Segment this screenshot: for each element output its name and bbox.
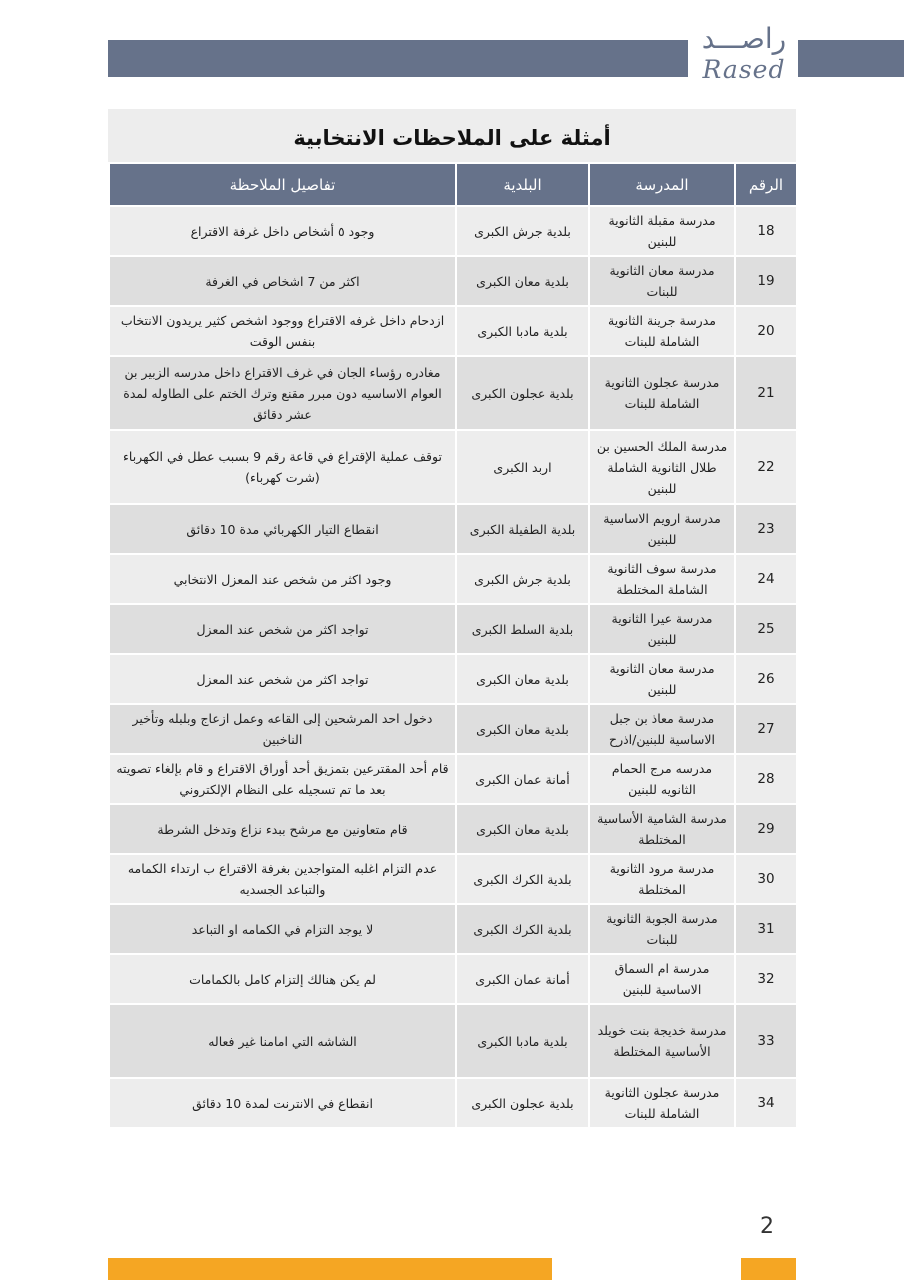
cell-municipality: بلدية الطفيلة الكبرى — [456, 504, 589, 554]
cell-details: لم يكن هنالك إلتزام كامل بالكمامات — [109, 954, 456, 1004]
cell-number: 27 — [735, 704, 797, 754]
cell-number: 21 — [735, 356, 797, 430]
cell-details: تواجد اكثر من شخص عند المعزل — [109, 654, 456, 704]
table-row — [109, 704, 797, 754]
cell-details: توقف عملية الإقتراع في قاعة رقم 9 بسبب عطل في الكهرباء (شرت كهرباء) — [109, 430, 456, 504]
table-row — [109, 356, 797, 430]
cell-municipality: بلدية جرش الكبرى — [456, 554, 589, 604]
cell-municipality: بلدية جرش الكبرى — [456, 206, 589, 256]
table-row — [109, 1078, 797, 1128]
cell-number: 29 — [735, 804, 797, 854]
logo-arabic-text: راصـــد — [701, 22, 787, 55]
cell-school: مدرسة عجلون الثانوية الشاملة للبنات — [589, 356, 735, 430]
cell-number: 33 — [735, 1004, 797, 1078]
table-row — [109, 256, 797, 306]
cell-school: مدرسة مقبلة الثانوية للبنين — [589, 206, 735, 256]
table-row — [109, 854, 797, 904]
rased-logo — [692, 22, 796, 92]
table-row — [109, 754, 797, 804]
table-row — [109, 554, 797, 604]
cell-details: قام متعاونين مع مرشح ببدء نزاع وتدخل الشرطة — [109, 804, 456, 854]
cell-municipality: بلدية مادبا الكبرى — [456, 306, 589, 356]
header-municipality: البلدية — [456, 163, 589, 206]
cell-school: مدرسة ارويم الاساسية للبنين — [589, 504, 735, 554]
cell-number: 32 — [735, 954, 797, 1004]
footer-bar-left — [108, 1258, 552, 1280]
page-number: 2 — [760, 1214, 774, 1239]
cell-number: 23 — [735, 504, 797, 554]
cell-municipality: بلدية عجلون الكبرى — [456, 356, 589, 430]
header-school: المدرسة — [589, 163, 735, 206]
cell-school: مدرسة ام السماق الاساسية للبنين — [589, 954, 735, 1004]
cell-school: مدرسة معان الثانوية للبنات — [589, 256, 735, 306]
table-row — [109, 904, 797, 954]
footer-bar-right — [741, 1258, 796, 1280]
cell-details: دخول احد المرشحين إلى القاعه وعمل ازعاج وبلبله وتأخير الناخبين — [109, 704, 456, 754]
cell-number: 26 — [735, 654, 797, 704]
cell-details: عدم التزام اغلبه المتواجدين بغرفة الاقتراع ب ارتداء الكمامه والتباعد الجسديه — [109, 854, 456, 904]
cell-number: 28 — [735, 754, 797, 804]
table-row — [109, 206, 797, 256]
cell-school: مدرسة الملك الحسين بن طلال الثانوية الشاملة للبنين — [589, 430, 735, 504]
cell-municipality: بلدية معان الكبرى — [456, 256, 589, 306]
table-row — [109, 954, 797, 1004]
table-row — [109, 1004, 797, 1078]
cell-school: مدرسة خديجة بنت خويلد الأساسية المختلطة — [589, 1004, 735, 1078]
cell-details: الشاشه التي امامنا غير فعاله — [109, 1004, 456, 1078]
cell-school: مدرسة سوف الثانوية الشاملة المختلطة — [589, 554, 735, 604]
cell-municipality: بلدية مادبا الكبرى — [456, 1004, 589, 1078]
cell-details: ازدحام داخل غرفه الاقتراع ووجود اشخص كثير يريدون الانتخاب بنفس الوقت — [109, 306, 456, 356]
cell-details: قام أحد المقترعين بتمزيق أحد أوراق الاقتراع و قام بإلغاء تصويته بعد ما تم تسجيله على النظام الإلكتروني — [109, 754, 456, 804]
observations-table — [108, 162, 798, 1129]
table-row — [109, 306, 797, 356]
cell-school: مدرسة جرينة الثانوية الشاملة للبنات — [589, 306, 735, 356]
header-bar-left — [108, 40, 688, 77]
cell-number: 22 — [735, 430, 797, 504]
cell-number: 18 — [735, 206, 797, 256]
cell-number: 31 — [735, 904, 797, 954]
header-number: الرقم — [735, 163, 797, 206]
cell-municipality: بلدية معان الكبرى — [456, 804, 589, 854]
table-header-row — [109, 163, 797, 206]
cell-school: مدرسة معاذ بن جبل الاساسية للبنين/اذرح — [589, 704, 735, 754]
cell-municipality: بلدية معان الكبرى — [456, 654, 589, 704]
cell-number: 20 — [735, 306, 797, 356]
cell-school: مدرسة الشامية الأساسية المختلطة — [589, 804, 735, 854]
cell-number: 25 — [735, 604, 797, 654]
cell-municipality: بلدية عجلون الكبرى — [456, 1078, 589, 1128]
cell-details: اكثر من 7 اشخاص في الغرفة — [109, 256, 456, 306]
table-row — [109, 654, 797, 704]
cell-number: 34 — [735, 1078, 797, 1128]
cell-number: 30 — [735, 854, 797, 904]
cell-municipality: اربد الكبرى — [456, 430, 589, 504]
cell-municipality: بلدية الكرك الكبرى — [456, 854, 589, 904]
cell-municipality: أمانة عمان الكبرى — [456, 954, 589, 1004]
cell-school: مدرسة عجلون الثانوية الشاملة للبنات — [589, 1078, 735, 1128]
cell-municipality: أمانة عمان الكبرى — [456, 754, 589, 804]
cell-details: مغادره رؤساء الجان في غرف الاقتراع داخل مدرسه الزبير بن العوام الاساسيه دون مبرر مقنع وترك الختم على الطاوله لمدة عشر دقائق — [109, 356, 456, 430]
cell-school: مدرسة عيرا الثانوية للبنين — [589, 604, 735, 654]
table-row — [109, 604, 797, 654]
cell-details: انقطاع في الانترنت لمدة 10 دقائق — [109, 1078, 456, 1128]
cell-details: لا يوجد التزام في الكمامه او التباعد — [109, 904, 456, 954]
page-title: أمثلة على الملاحظات الانتخابية — [293, 126, 611, 150]
table-row — [109, 430, 797, 504]
logo-english-text: Rased — [702, 55, 786, 84]
cell-municipality: بلدية معان الكبرى — [456, 704, 589, 754]
cell-school: مدرسه مرج الحمام الثانويه للبنين — [589, 754, 735, 804]
cell-school: مدرسة مرود الثانوية المختلطة — [589, 854, 735, 904]
cell-school: مدرسة معان الثانوية للبنين — [589, 654, 735, 704]
table-row — [109, 504, 797, 554]
header-details: تفاصيل الملاحظة — [109, 163, 456, 206]
cell-details: انقطاع التيار الكهربائي مدة 10 دقائق — [109, 504, 456, 554]
cell-details: وجود ٥ أشخاص داخل غرفة الاقتراع — [109, 206, 456, 256]
cell-municipality: بلدية السلط الكبرى — [456, 604, 589, 654]
cell-details: وجود اكثر من شخص عند المعزل الانتخابي — [109, 554, 456, 604]
cell-school: مدرسة الجوبة الثانوية للبنات — [589, 904, 735, 954]
cell-number: 24 — [735, 554, 797, 604]
cell-municipality: بلدية الكرك الكبرى — [456, 904, 589, 954]
header-bar-right — [798, 40, 904, 77]
table-row — [109, 804, 797, 854]
cell-number: 19 — [735, 256, 797, 306]
cell-details: تواجد اكثر من شخص عند المعزل — [109, 604, 456, 654]
